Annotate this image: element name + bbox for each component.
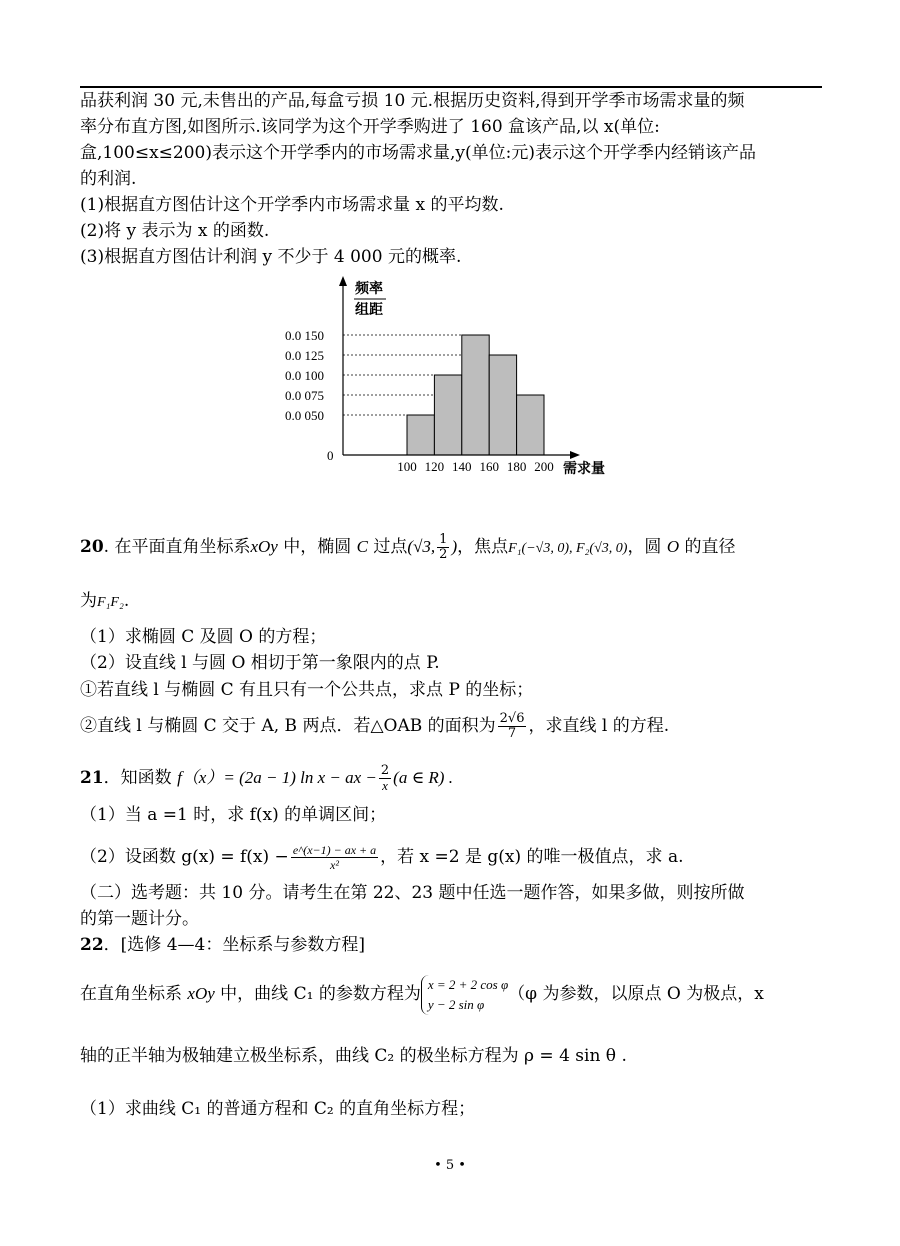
histogram-bar [434,375,461,455]
intro-question-3: (3)根据直方图估计利润 y 不少于 4 000 元的概率. [80,247,462,267]
intro-line-4: 的利润. [80,169,137,189]
x-tick-label: 140 [452,459,472,474]
q21-fraction [379,764,391,793]
q20-sub-1: （1）求椭圆 C 及圆 O 的方程； [80,627,327,647]
q21-g-fraction [291,843,378,872]
q21-g-num: e^(x−1) − ax + a [292,843,377,857]
q22-text-b: 中，曲线 C₁ 的参数方程为 [214,984,421,1004]
q20-point-open: (√3, [407,537,436,556]
intro-line-2: 率分布直方图,如图所示.该同学为这个开学季购进了 160 盒该产品,以 x(单位: [80,117,660,137]
q22-sub-1: （1）求曲线 C₁ 的普通方程和 C₂ 的直角坐标方程； [80,1099,476,1119]
q22-param-equations [421,975,508,1015]
q22-eq-1: x = 2 + 2 cos φ [427,976,509,992]
y-label-bottom: 组距 [355,303,383,318]
q21-text-a: ．知函数 [103,768,178,788]
q22-line-1 [80,972,764,1016]
intro-line-3: 盒,100≤x≤200)表示这个开学季内的市场需求量,y(单位:元)表示这个开学季内经销该产品 [80,143,757,163]
elective-line-1: （二）选考题：共 10 分。请考生在第 22、23 题中任选一题作答，如果多做，则按所做 [80,883,745,903]
x-tick-label: 180 [506,459,527,474]
q20-text-d: ，焦点 [457,537,509,557]
intro-line-1: 品获利润 30 元,未售出的产品,每盒亏损 10 元.根据历史资料,得到开学季市场需求量的频 [80,91,745,111]
q21-sub-2 [80,843,683,872]
y-label-top: 频率 [355,282,383,297]
q20-text-e: ，圆 [627,537,667,557]
q22-text-a: 在直角坐标系 [80,984,188,1004]
q20-half-fraction [437,533,449,562]
q20-line-1 [80,533,736,562]
q20-area-den: 7 [507,726,517,741]
x-tick-label: 200 [534,459,554,474]
y-tick-label: 0.0 125 [285,348,324,363]
x-tick-label: 100 [397,459,417,474]
x-tick-label: 160 [479,459,499,474]
x-tick-label: 120 [424,459,445,474]
x-axis-arrow [570,451,580,459]
q20-sub-2: （2）设直线 l 与圆 O 相切于第一象限内的点 P. [80,653,440,673]
q20-half-den: 2 [439,547,448,562]
q20-s4-a: ②直线 l 与椭圆 C 交于 A, B 两点．若△OAB 的面积为 [80,716,496,736]
q20-foci: F₁(−√3, 0), F₂(√3, 0) [508,541,628,556]
q21-sub-1: （1）当 a =1 时，求 f(x) 的单调区间； [80,805,387,825]
elective-line-2: 的第一题计分。 [80,909,199,929]
q22-title [80,934,365,956]
histogram-bar [407,415,434,455]
histogram-bar [489,355,516,455]
q20-line2-b: . [123,591,130,611]
q20-sub-3: ①若直线 l 与椭圆 C 有且只有一个公共点，求点 P 的坐标； [80,680,534,700]
q20-area-num: 2√6 [499,711,525,726]
q22-line-2: 轴的正半轴为极轴建立极坐标系，曲线 C₂ 的极坐标方程为 ρ = 4 sin θ . [80,1046,627,1066]
q20-s4-b: ，求直线 l 的方程. [528,716,670,736]
q20-text-b: 中，椭圆 [277,537,357,557]
y-axis-arrow [339,276,347,286]
q20-line-2 [80,590,129,614]
q22-number: 22 [80,935,104,955]
q21-number: 21 [80,768,104,788]
q20-text-f: 的直径 [679,537,736,557]
q21-text-b: (a ∈ R) . [393,768,453,787]
q20-text-c: 过点 [368,537,408,557]
q20-ellipse-c: C [356,537,369,556]
origin-label: 0 [327,448,334,463]
q22-xoy: xOy [187,984,215,1003]
intro-question-2: (2)将 y 表示为 x 的函数. [80,221,270,241]
histogram-bar [517,395,544,455]
q21-g-den: x² [330,858,339,872]
q20-line2-a: 为 [80,591,97,611]
page-number: • 5 • [434,1158,466,1173]
q20-f1f2: F₁F₂ [97,595,124,610]
q20-sub-4 [80,712,669,741]
q22-text-c: （φ 为参数，以原点 O 为极点，x [508,984,764,1004]
q20-xoy: xOy [250,537,278,556]
q20-area-fraction [498,712,527,741]
q20-circle-o: O [666,537,680,556]
y-tick-labels [285,328,324,423]
q20-half-num: 1 [439,532,448,547]
q20-number: 20 [80,537,104,557]
y-tick-label: 0.0 050 [285,408,324,423]
q21-s2-b: ，若 x =2 是 g(x) 的唯一极值点，求 a. [380,847,684,867]
intro-question-1: (1)根据直方图估计这个开学季内市场需求量 x 的平均数. [80,195,504,215]
histogram-bar [462,335,489,455]
q21-frac-num: 2 [380,763,390,778]
y-tick-label: 0.0 075 [285,388,324,403]
x-tick-labels [397,459,554,474]
top-rule [80,86,822,88]
q20-text-a: . 在平面直角坐标系 [103,537,251,557]
q21-frac-den: x [382,778,388,793]
q22-eq-2: y − 2 sin φ [427,996,485,1012]
x-axis-label: 需求量 [563,462,605,477]
frequency-histogram [280,272,620,487]
y-tick-label: 0.0 100 [285,368,324,383]
q20-point-close: ) [451,537,458,556]
y-tick-label: 0.0 150 [285,328,324,343]
q21-function: f（x）= (2a − 1) ln x − ax − [177,768,377,787]
q21-s2-a: （2）设函数 g(x) = f(x) − [80,847,289,867]
q21-line-1 [80,764,453,793]
q22-title-text: ．[选修 4—4：坐标系与参数方程] [103,935,365,955]
